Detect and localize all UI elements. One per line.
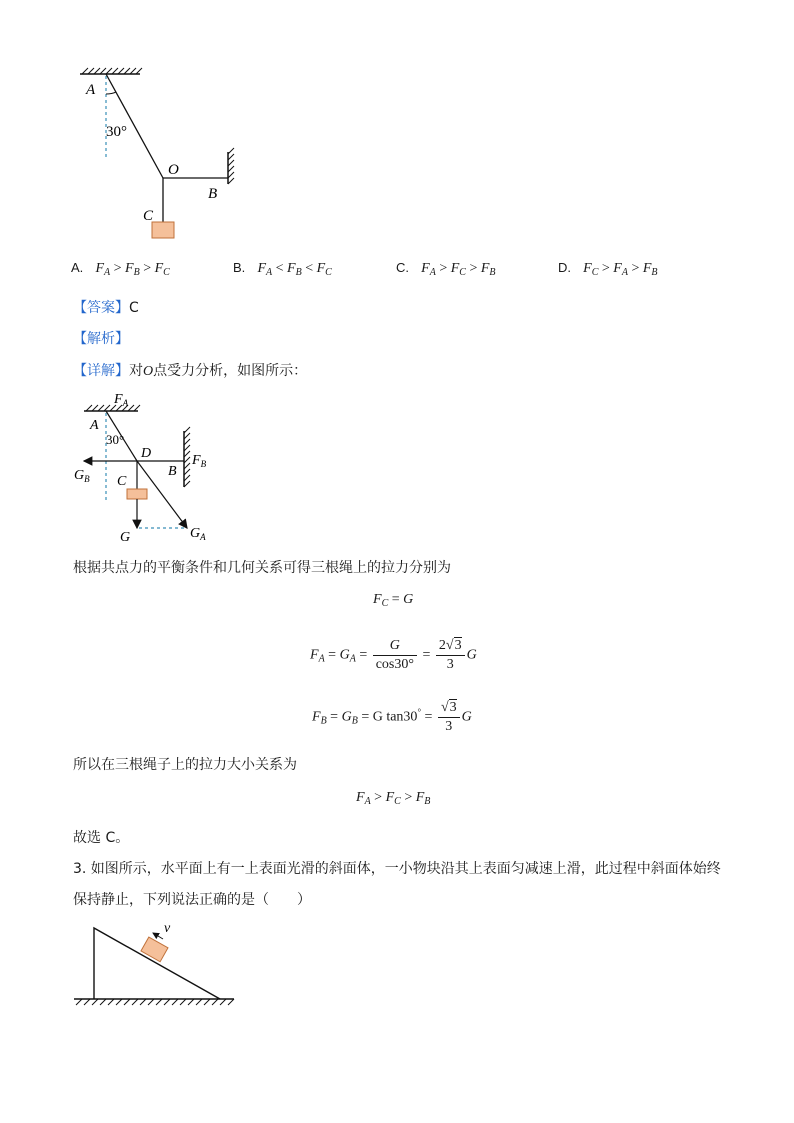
option-c[interactable]: C. $F_A > F_C > F_B$ [396, 260, 496, 278]
fig2-label-gb: $G_B$ [74, 468, 90, 484]
paragraph-relation: 所以在三根绳子上的拉力大小关系为 [73, 757, 297, 773]
question-3-line1: 3. 如图所示，水平面上有一上表面光滑的斜面体，一小物块沿其上表面匀减速上滑，此过程中斜面体始终 [73, 861, 721, 877]
fig2-label-ga: $G_A$ [190, 526, 206, 542]
analysis-line [73, 328, 129, 348]
fig2-label-c: C [117, 474, 127, 489]
detail-line: 【详解】对O点受力分析，如图所示： [73, 363, 308, 379]
fig2-label-b: B [168, 464, 177, 479]
fig1-angle-label: 30° [106, 124, 127, 140]
question-3-line2: 保持静止，下列说法正确的是（ ） [73, 892, 311, 908]
fig2-label-fa: $F_A$ [114, 392, 129, 408]
answer-value: C [129, 300, 139, 316]
fig2-label-d: D [141, 446, 152, 461]
paragraph-equilibrium: 根据共点力的平衡条件和几何关系可得三根绳上的拉力分别为 [73, 560, 451, 576]
answer-line [73, 297, 139, 317]
conclusion-line: 故选 C。 [73, 830, 130, 846]
option-b[interactable]: B. $F_A < F_B < F_C$ [233, 260, 332, 278]
fig1-label-o: O [168, 162, 179, 178]
fig1-label-c: C [143, 208, 154, 224]
fig2-angle-label: 30° [106, 432, 125, 447]
figure-3-incline-diagram [70, 918, 240, 1010]
detail-tag: 【详解】 [73, 363, 129, 379]
fig2-label-g: G [120, 530, 131, 545]
fig2-label-fb: $F_B$ [192, 453, 207, 469]
fig1-label-a: A [86, 82, 96, 98]
equation-fa: $F_A = G_A$ = $\frac{G}{\cos 30^\circ}$ = $\frac{2√3}{3}$ G [310, 638, 477, 672]
equation-relation: $F_A > F_C > F_B$ [356, 790, 431, 807]
fig2-label-a: A [90, 418, 99, 433]
option-a[interactable]: A. $F_A > F_B > F_C$ [71, 260, 170, 278]
velocity-label: v [164, 921, 171, 936]
analysis-tag: 【解析】 [73, 331, 129, 347]
figure-1-rope-diagram [70, 62, 250, 244]
equation-fb: $F_B = G_B = G$ tan30° = $\frac{√3}{3}$ G [312, 700, 472, 734]
answer-tag: 【答案】 [73, 300, 129, 316]
equation-fc: $F_C = G$ [373, 592, 414, 609]
option-d[interactable]: D. $F_C > F_A > F_B$ [558, 260, 658, 278]
figure-2-force-diagram [70, 385, 230, 545]
fig1-label-b: B [208, 186, 218, 202]
